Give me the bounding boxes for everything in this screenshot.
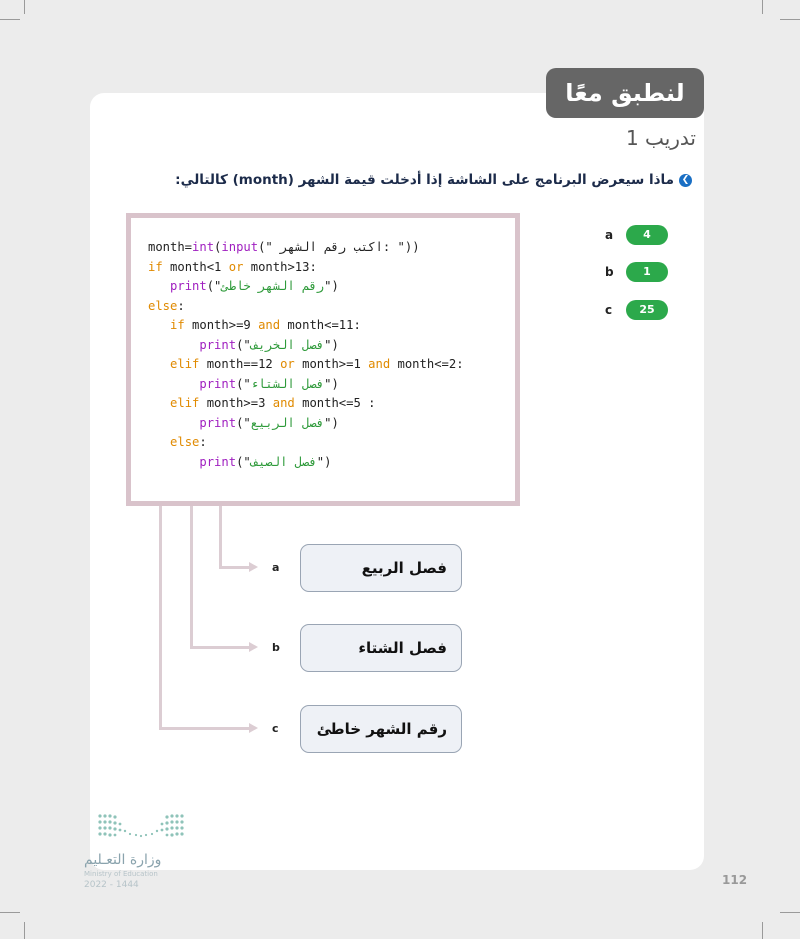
crop-mark <box>0 19 20 20</box>
input-value-b: 1 <box>626 262 668 282</box>
code-line-10: print("فصل الربيع") <box>199 415 339 430</box>
input-letter-c: c <box>605 303 613 317</box>
output-box-c: رقم الشهر خاطئ <box>300 705 462 753</box>
code-line-12: print("فصل الصيف") <box>199 454 332 469</box>
ministry-name-english: Ministry of Education <box>84 870 158 878</box>
code-line-7: elif month==12 or month>=1 and month<=2: <box>170 357 464 371</box>
arrow-icon <box>249 642 258 652</box>
connector-arm-c <box>159 727 249 730</box>
code-line-8: print("فصل الشتاء") <box>199 376 339 391</box>
connector-arm-a <box>219 566 249 569</box>
input-letter-b: b <box>605 265 614 279</box>
crop-mark <box>24 0 25 14</box>
code-line-1: month=int(input(" اكتب رقم الشهر: ")) <box>148 240 420 254</box>
ministry-logo <box>96 812 188 842</box>
page-number: 112 <box>722 873 748 887</box>
code-line-5: if month>=9 and month<=11: <box>170 318 361 332</box>
crop-mark <box>780 19 800 20</box>
connector-line-c <box>159 506 162 729</box>
code-line-4: else: <box>148 298 185 313</box>
code-line-9: elif month>=3 and month<=5 : <box>170 396 376 410</box>
code-line-2: if month<1 or month>13: <box>148 259 317 274</box>
connector-line-a <box>219 506 222 568</box>
connector-line-b <box>190 506 193 648</box>
ministry-name-arabic: وزارة التعـليم <box>84 852 162 868</box>
input-value-a: 4 <box>626 225 668 245</box>
output-letter-c: c <box>272 722 279 735</box>
chevron-circle-icon: ❯ <box>679 174 692 187</box>
output-letter-a: a <box>272 561 280 574</box>
input-value-c: 25 <box>626 300 668 320</box>
code-line-6: print("فصل الخريف") <box>199 337 339 352</box>
arrow-icon <box>249 562 258 572</box>
crop-mark <box>762 922 763 939</box>
academic-year: 2022 - 1444 <box>84 880 139 890</box>
connector-arm-b <box>190 646 249 649</box>
code-block <box>148 238 464 472</box>
output-box-b: فصل الشتاء <box>300 624 462 672</box>
code-line-11: else: <box>170 435 207 449</box>
crop-mark <box>780 912 800 913</box>
question <box>175 172 692 188</box>
section-banner: لنطبق معًا <box>546 68 704 118</box>
question-text: ماذا سيعرض البرنامج على الشاشة إذا أدخلت قيمة الشهر (month) كالتالي: <box>175 172 674 188</box>
output-letter-b: b <box>272 641 280 654</box>
crop-mark <box>762 0 763 14</box>
crop-mark <box>0 912 20 913</box>
code-box <box>126 213 520 506</box>
output-box-a: فصل الربيع <box>300 544 462 592</box>
code-line-3: print("رقم الشهر خاطئ") <box>170 279 339 293</box>
arrow-icon <box>249 723 258 733</box>
input-letter-a: a <box>605 228 614 242</box>
exercise-title: تدريب 1 <box>625 126 696 150</box>
crop-mark <box>24 922 25 939</box>
